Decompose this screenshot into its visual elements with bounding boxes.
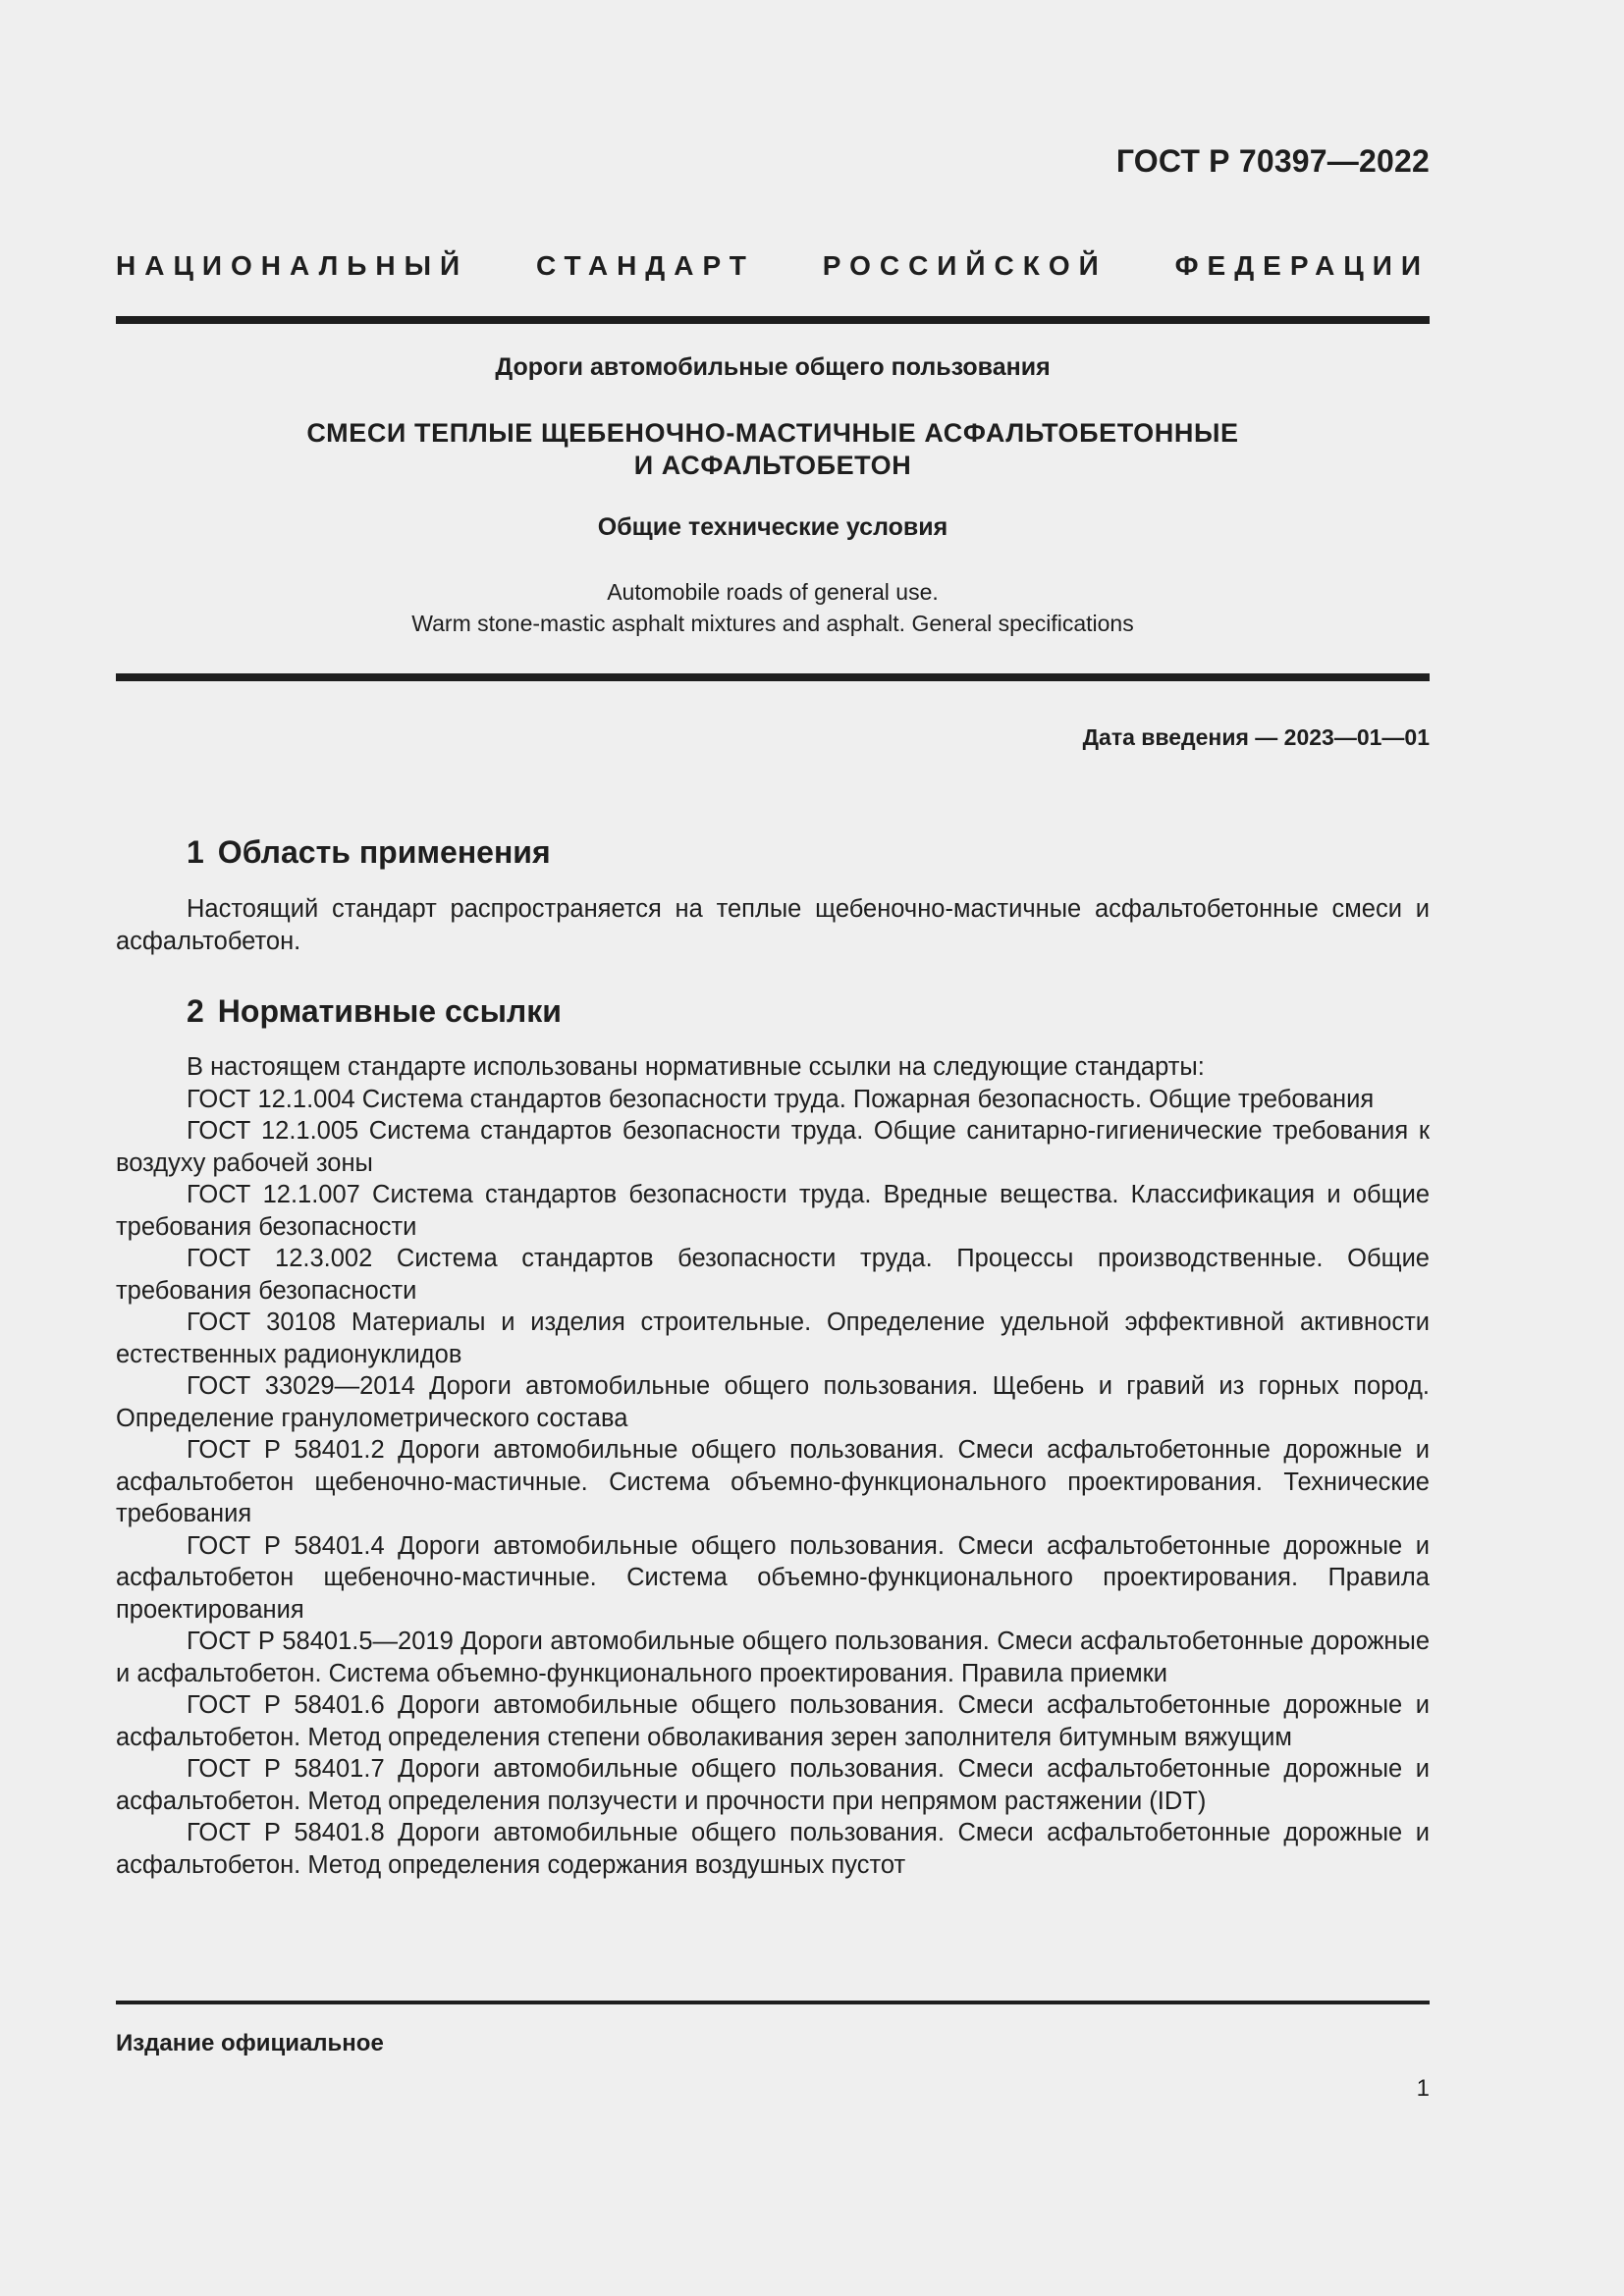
section-2-intro: В настоящем стандарте использованы нормативные ссылки на следующие стандарты: xyxy=(187,1053,1205,1081)
edition-label: Издание официальное xyxy=(116,2030,384,2056)
english-title-line-2: Warm stone-mastic asphalt mixtures and asphalt. General specifications xyxy=(411,611,1134,636)
reference-item: ГОСТ Р 58401.4 Дороги автомобильные общего пользования. Смеси асфальтобетонные дорожные и асфальтобетон щебеночно-мастичные. Система объемно-функционального проектирования. Правила проектирования xyxy=(116,1531,1430,1624)
document-title-line-1: СМЕСИ ТЕПЛЫЕ ЩЕБЕНОЧНО-МАСТИЧНЫЕ АСФАЛЬТОБЕТОННЫЕ xyxy=(306,418,1239,448)
reference-item: ГОСТ 12.3.002 Система стандартов безопасности труда. Процессы производственные. Общие требования безопасности xyxy=(116,1245,1430,1305)
english-title xyxy=(116,576,1430,639)
section-1-number: 1 xyxy=(187,834,204,870)
document-code: ГОСТ Р 70397—2022 xyxy=(1115,143,1430,179)
reference-item: ГОСТ 12.1.007 Система стандартов безопасности труда. Вредные вещества. Классификация и общие требования безопасности xyxy=(116,1181,1430,1241)
document-title xyxy=(116,417,1430,482)
section-1-heading xyxy=(187,834,551,871)
document-title-line-2: И АСФАЛЬТОБЕТОН xyxy=(633,451,912,480)
reference-item: ГОСТ 33029—2014 Дороги автомобильные общего пользования. Щебень и гравий из горных пород. Определение гранулометрического состава xyxy=(116,1372,1430,1432)
reference-item: ГОСТ Р 58401.8 Дороги автомобильные общего пользования. Смеси асфальтобетонные дорожные и асфальтобетон. Метод определения содержания воздушных пустот xyxy=(116,1819,1430,1879)
reference-item: ГОСТ Р 58401.6 Дороги автомобильные общего пользования. Смеси асфальтобетонные дорожные и асфальтобетон. Метод определения степени обволакивания зерен заполнителя битумным вяжущим xyxy=(116,1691,1430,1751)
introduction-date: Дата введения — 2023—01—01 xyxy=(1082,724,1430,750)
document-subject: Дороги автомобильные общего пользования xyxy=(495,353,1051,381)
reference-item: ГОСТ Р 58401.5—2019 Дороги автомобильные общего пользования. Смеси асфальтобетонные дорожные и асфальтобетон. Система объемно-функционального проектирования. Правила приемки xyxy=(116,1628,1430,1687)
top-rule xyxy=(116,316,1430,324)
reference-item: ГОСТ 12.1.004 Система стандартов безопасности труда. Пожарная безопасность. Общие требования xyxy=(187,1085,1375,1113)
national-standard-banner: НАЦИОНАЛЬНЫЙ СТАНДАРТ РОССИЙСКОЙ ФЕДЕРАЦИИ xyxy=(116,250,1430,281)
page-number: 1 xyxy=(1416,2075,1430,2102)
document-page xyxy=(116,0,1430,2296)
section-2-title: Нормативные ссылки xyxy=(217,993,562,1029)
footer-rule xyxy=(116,2001,1430,2004)
english-title-line-1: Automobile roads of general use. xyxy=(607,579,939,605)
section-1-paragraph: Настоящий стандарт распространяется на теплые щебеночно-мастичные асфальтобетонные смеси и асфальтобетон. xyxy=(116,895,1430,955)
reference-item: ГОСТ Р 58401.7 Дороги автомобильные общего пользования. Смеси асфальтобетонные дорожные и асфальтобетон. Метод определения ползучести и прочности при непрямом растяжении (IDT) xyxy=(116,1755,1430,1815)
reference-item: ГОСТ Р 58401.2 Дороги автомобильные общего пользования. Смеси асфальтобетонные дорожные и асфальтобетон щебеночно-мастичные. Система объемно-функционального проектирования. Технические требования xyxy=(116,1436,1430,1527)
section-1-title: Область применения xyxy=(217,834,551,870)
reference-item: ГОСТ 12.1.005 Система стандартов безопасности труда. Общие санитарно-гигиенические требования к воздуху рабочей зоны xyxy=(116,1117,1430,1177)
section-2-body xyxy=(116,1051,1430,1881)
title-block-rule xyxy=(116,673,1430,681)
document-subtitle: Общие технические условия xyxy=(597,513,948,541)
section-1-body xyxy=(116,893,1430,957)
section-2-heading xyxy=(187,993,562,1030)
reference-item: ГОСТ 30108 Материалы и изделия строительные. Определение удельной эффективной активности естественных радионуклидов xyxy=(116,1308,1430,1368)
section-2-number: 2 xyxy=(187,993,204,1029)
